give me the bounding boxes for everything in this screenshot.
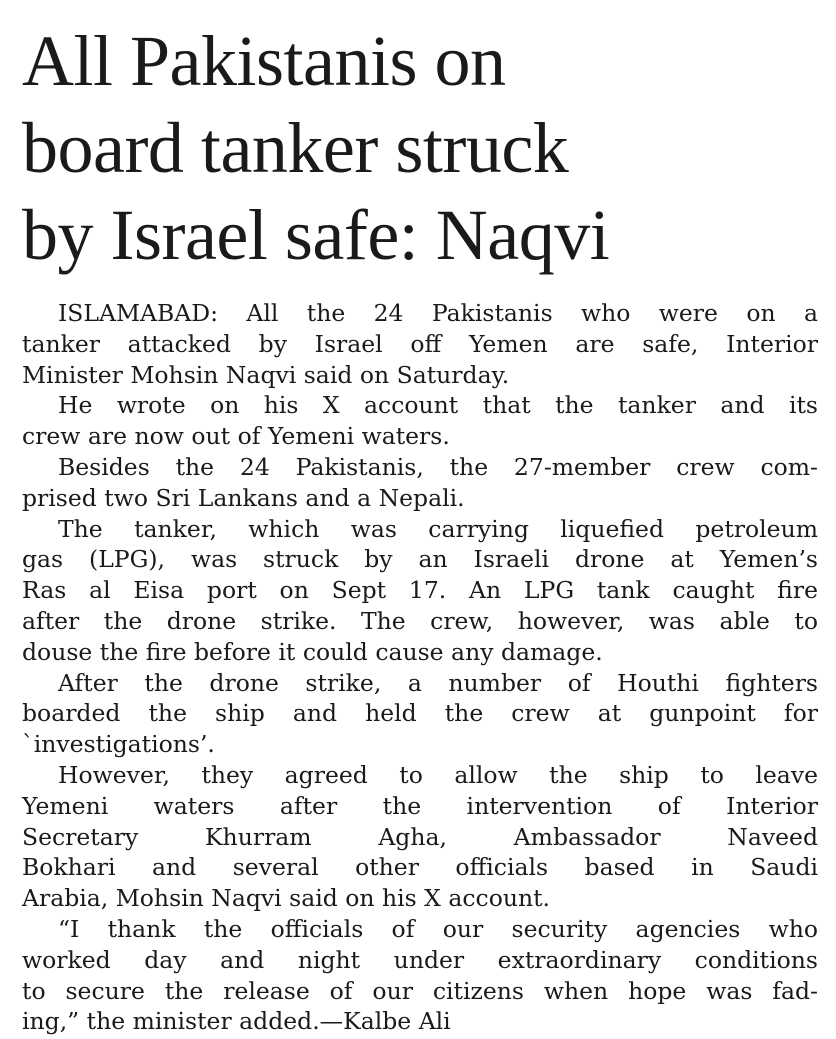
headline	[22, 18, 818, 279]
text-line: prised two Sri Lankans and a Nepali.	[22, 483, 465, 512]
text-line: Secretary Khurram Agha, Ambassador Naveed	[22, 822, 818, 851]
paragraph-quote	[22, 914, 818, 1037]
text-line: `investigations’.	[22, 730, 215, 759]
text-line: after the drone strike. The crew, however, was able to	[22, 606, 818, 635]
text-line: tanker attacked by Israel off Yemen are safe, Interior	[22, 329, 818, 358]
text-line: douse the fire before it could cause any damage.	[22, 637, 603, 666]
headline-line: All Pakistanis on	[22, 21, 506, 101]
text-line: Arabia, Mohsin Naqvi said on his X account.	[22, 884, 551, 913]
text-line: gas (LPG), was struck by an Israeli drone at Yemen’s	[22, 545, 818, 574]
text-line: “I thank the officials of our security agencies who	[58, 914, 818, 943]
text-line: ing,” the minister added.—Kalbe Ali	[22, 1007, 451, 1036]
text-line: boarded the ship and held the crew at gunpoint for	[22, 699, 818, 728]
text-line: crew are now out of Yemeni waters.	[22, 422, 450, 451]
text-line: worked day and night under extraordinary conditions	[22, 945, 818, 974]
text-line: Ras al Eisa port on Sept 17. An LPG tank caught fire	[22, 576, 818, 605]
paragraph	[22, 452, 818, 514]
text-line: to secure the release of our citizens when hope was fad-	[22, 976, 818, 1005]
article-body	[22, 298, 818, 1037]
paragraph	[22, 760, 818, 914]
text-line: ISLAMABAD: All the 24 Pakistanis who were on a	[58, 299, 818, 327]
headline-line: board tanker struck	[22, 108, 569, 188]
paragraph	[22, 668, 818, 760]
text-line: Yemeni waters after the intervention of Interior	[22, 791, 818, 820]
text-line: After the drone strike, a number of Houthi fighters	[58, 668, 818, 697]
text-line: Bokhari and several other officials based in Saudi	[22, 853, 818, 882]
text-line: However, they agreed to allow the ship to leave	[58, 760, 818, 789]
text-line: The tanker, which was carrying liquefied petroleum	[58, 514, 818, 543]
headline-line: by Israel safe: Naqvi	[22, 195, 610, 275]
paragraph-dateline	[22, 298, 818, 390]
news-article	[22, 18, 818, 1037]
paragraph	[22, 514, 818, 668]
text-line: He wrote on his X account that the tanker and its	[58, 391, 818, 420]
paragraph	[22, 390, 818, 452]
text-line: Besides the 24 Pakistanis, the 27-member crew com-	[58, 452, 818, 481]
text-line: Minister Mohsin Naqvi said on Saturday.	[22, 360, 510, 389]
